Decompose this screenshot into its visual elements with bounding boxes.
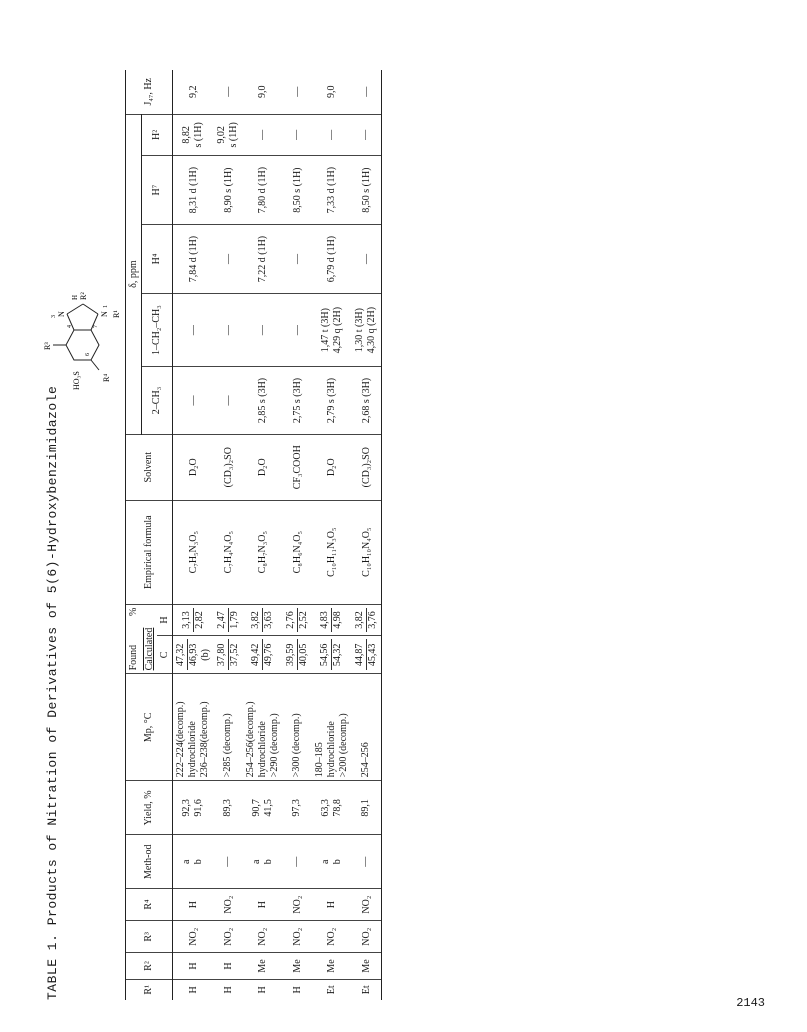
cell-yield-line: 89,1	[360, 799, 371, 817]
label-r1: R¹	[112, 310, 121, 318]
cell-h7: 8,50 s (1H)	[283, 156, 312, 225]
cell-h-line: 2,76	[285, 608, 298, 633]
cell-h-line: 3,63	[263, 611, 274, 629]
cell-ch3: 2,75 s (3H)	[283, 367, 312, 434]
cell-solvent: D₂O	[312, 434, 352, 500]
cell-h2-line: s (1H)	[228, 122, 239, 148]
cell-c-line: 47,32	[175, 639, 188, 670]
cell-mp-line: hydrochloride	[187, 721, 198, 778]
cell-r2: H	[172, 953, 214, 979]
cell-j: 9,2	[172, 70, 214, 114]
label-r4: R⁴	[102, 373, 111, 382]
label-num6: 6	[85, 353, 91, 356]
cell-c-line: 46,93	[187, 643, 199, 667]
header-r4: R⁴	[126, 889, 173, 921]
cell-solvent: CF₃COOH	[283, 434, 312, 500]
cell-ethyl-line: 4,29 q (2H)	[331, 306, 343, 354]
cell-yield	[243, 781, 283, 835]
header-found	[126, 604, 142, 674]
cell-ch3: 2,79 s (3H)	[312, 367, 352, 434]
cell-yield-line: 78,8	[331, 799, 343, 817]
cell-method-line: —	[360, 856, 371, 867]
cell-mp-line: >290 (decomp.)	[268, 713, 280, 778]
page-number: 2143	[736, 996, 765, 1010]
cell-h2	[172, 114, 214, 156]
cell-ethyl: —	[283, 294, 312, 367]
cell-h2	[283, 114, 312, 156]
cell-solvent: D₂O	[172, 434, 214, 500]
cell-mp-line: 254–256(decomp.)	[244, 701, 256, 778]
cell-h2-line: s (1H)	[193, 122, 204, 148]
cell-yield-line: 91,6	[193, 799, 204, 817]
cell-mp-line: >300 (decomp.)	[291, 713, 302, 778]
cell-formula: C₈H₇N₃O₅	[243, 500, 283, 604]
cell-c	[312, 636, 352, 674]
label-h: H	[71, 294, 79, 300]
table-row	[172, 70, 214, 1000]
cell-mp-line: 254–256	[360, 742, 371, 778]
label-num7: 7	[93, 325, 99, 328]
cell-h2	[312, 114, 352, 156]
cell-h2-line: —	[256, 129, 268, 140]
cell-mp	[172, 674, 214, 781]
header-h2: H²	[142, 114, 173, 156]
cell-solvent: D₂O	[243, 434, 283, 500]
cell-method	[312, 835, 352, 889]
cell-h-line: 1,79	[228, 611, 240, 629]
cell-h-line: 3,82	[354, 608, 367, 633]
cell-h2-line: —	[325, 129, 337, 140]
cell-yield-line: 92,3	[181, 799, 192, 817]
header-mp: Mp, °C	[126, 674, 173, 781]
cell-c	[352, 636, 382, 674]
cell-h-line: 4,83	[319, 608, 332, 633]
cell-ethyl: —	[243, 294, 283, 367]
cell-h7: 7,80 d (1H)	[243, 156, 283, 225]
nitration-products-table	[125, 70, 382, 1000]
table-row	[312, 70, 352, 1000]
cell-formula: C₁₀H₁₁N₃O₅	[312, 500, 352, 604]
cell-method-line: b	[331, 859, 343, 865]
cell-formula: C₇H₄N₄O₅	[214, 500, 243, 604]
cell-mp	[352, 674, 382, 781]
cell-c	[243, 636, 283, 674]
table-caption: TABLE 1. Products of Nitration of Derivatives of 5(6)-Hydroxybenzimidazole	[45, 385, 60, 1000]
label-n3: N	[57, 311, 66, 317]
cell-r1: Et	[352, 979, 382, 1000]
cell-h	[172, 604, 214, 636]
cell-h-line: 2,82	[193, 611, 205, 629]
cell-c-line: 54,56	[319, 639, 332, 670]
cell-r3: NO₂	[312, 921, 352, 953]
cell-h7: 7,33 d (1H)	[312, 156, 352, 225]
benzimidazole-structure	[39, 280, 139, 390]
cell-formula: C₈H₆N₄O₅	[283, 500, 312, 604]
cell-ethyl-line: 1,30 t (3H)	[354, 308, 365, 353]
label-n1: N	[100, 311, 109, 317]
cell-j: 9,0	[312, 70, 352, 114]
header-ethyl: 1–CH₂–CH₃	[142, 294, 173, 367]
header-r2: R²	[126, 953, 173, 979]
cell-mp	[283, 674, 312, 781]
cell-mp-line: 222–224(decomp.)	[175, 701, 186, 778]
cell-h7: 8,90 s (1H)	[214, 156, 243, 225]
header-delta: δ, ppm	[126, 114, 142, 434]
cell-yield	[283, 781, 312, 835]
header-h7: H⁷	[142, 156, 173, 225]
cell-c-line: 49,42	[250, 639, 263, 670]
cell-r3: NO₂	[243, 921, 283, 953]
cell-c-line: 40,05	[297, 643, 309, 667]
cell-r1: H	[257, 986, 268, 994]
table-row	[214, 70, 243, 1000]
cell-method-line: a	[181, 859, 192, 864]
cell-r4: H	[172, 889, 214, 921]
cell-h7: 8,50 s (1H)	[352, 156, 382, 225]
cell-r1: H	[291, 986, 303, 994]
header-h: H	[157, 604, 173, 636]
cell-h	[283, 604, 312, 636]
rotated-table-area	[45, 70, 545, 1000]
header-calculated-label: Calculated	[143, 627, 155, 671]
cell-method-line: —	[291, 856, 302, 867]
table-row	[243, 70, 283, 1000]
label-r3: R³	[43, 342, 52, 350]
cell-r4: H	[312, 889, 352, 921]
cell-r2: Me	[312, 953, 352, 979]
cell-c	[172, 636, 214, 674]
cell-yield	[352, 781, 382, 835]
cell-ch3: —	[214, 367, 243, 434]
cell-h2	[214, 114, 243, 156]
cell-ethyl	[312, 294, 352, 367]
cell-ch3: 2,85 s (3H)	[243, 367, 283, 434]
cell-yield	[172, 781, 214, 835]
label-ho3s: HO₃S	[72, 371, 81, 390]
cell-method	[352, 835, 382, 889]
cell-h2-line: —	[360, 129, 371, 140]
cell-yield-line: 89,3	[222, 799, 233, 817]
cell-c-line: 37,52	[228, 643, 240, 667]
cell-yield-line: 90,7	[250, 799, 262, 817]
cell-method-line: a	[250, 859, 262, 864]
header-r3: R³	[126, 921, 173, 953]
header-calculated	[142, 604, 157, 674]
cell-mp-line: hydrochloride	[256, 721, 268, 778]
cell-j: —	[352, 70, 382, 114]
cell-c-line: 37,80	[216, 639, 229, 670]
cell-yield-line: 41,5	[262, 799, 274, 817]
cell-mp	[243, 674, 283, 781]
cell-method-line: —	[222, 856, 233, 867]
cell-c-line: 44,87	[354, 639, 367, 670]
cell-yield	[214, 781, 243, 835]
cell-r3: NO₂	[283, 921, 312, 953]
cell-r4: NO₂	[214, 889, 243, 921]
cell-h4: 6,79 d (1H)	[312, 225, 352, 294]
cell-h2-line: 8,82	[181, 126, 192, 144]
header-j: J₄₇, Hz	[126, 70, 173, 114]
cell-j: —	[214, 70, 243, 114]
cell-yield-line: 97,3	[291, 799, 302, 817]
cell-c	[283, 636, 312, 674]
header-formula: Empirical formula	[126, 500, 173, 604]
cell-r4: NO₂	[283, 889, 312, 921]
cell-h-line: 3,82	[250, 608, 263, 633]
cell-h7: 8,31 d (1H)	[172, 156, 214, 225]
cell-method	[172, 835, 214, 889]
table-row	[283, 70, 312, 1000]
cell-r1: H	[187, 986, 199, 994]
header-solvent: Solvent	[126, 434, 173, 500]
cell-r3: NO₂	[352, 921, 382, 953]
cell-r1: H	[222, 986, 234, 994]
cell-yield-line: 63,3	[319, 799, 331, 817]
cell-c-line: 54,32	[332, 643, 343, 667]
cell-ethyl-line: 4,30 q (2H)	[366, 306, 377, 354]
cell-c-line: 49,76	[263, 643, 274, 667]
cell-mp-line: 236–238(decomp.)	[199, 701, 210, 778]
cell-ethyl-line: 1,47 t (3H)	[319, 308, 331, 353]
cell-h4: —	[283, 225, 312, 294]
cell-ch3: —	[172, 367, 214, 434]
cell-ch3: 2,68 s (3H)	[352, 367, 382, 434]
cell-ethyl: —	[172, 294, 214, 367]
header-found-label: Found	[128, 644, 140, 671]
cell-mp	[214, 674, 243, 781]
cell-h2-line: —	[291, 129, 302, 140]
cell-method-line: a	[319, 859, 331, 864]
cell-h4: —	[352, 225, 382, 294]
cell-h-line: 2,47	[216, 608, 229, 633]
cell-method	[214, 835, 243, 889]
cell-h2	[243, 114, 283, 156]
cell-h2	[352, 114, 382, 156]
cell-r4: H	[243, 889, 283, 921]
cell-h	[352, 604, 382, 636]
header-ch3: 2–CH₃	[142, 367, 173, 434]
cell-ethyl	[352, 294, 382, 367]
header-c: C	[157, 636, 173, 674]
cell-h	[243, 604, 283, 636]
cell-r2: Me	[283, 953, 312, 979]
cell-h-line: 3,76	[366, 611, 378, 629]
cell-r2: H	[214, 953, 243, 979]
label-r2: R²	[79, 292, 88, 300]
cell-r1: Et	[326, 985, 337, 995]
cell-h2-line: 9,02	[216, 126, 227, 144]
cell-mp-line: 180–185	[313, 742, 325, 778]
label-num3: 3	[51, 315, 57, 318]
cell-formula: C₁₀H₁₀N₄O₅	[352, 500, 382, 604]
cell-r2: Me	[352, 953, 382, 979]
cell-method-line: b	[262, 859, 274, 865]
table-row	[352, 70, 382, 1000]
cell-c-line: 39,59	[285, 639, 298, 670]
cell-method-line: b	[193, 859, 204, 865]
cell-method	[243, 835, 283, 889]
cell-mp	[312, 674, 352, 781]
cell-h	[214, 604, 243, 636]
cell-j: 9,0	[243, 70, 283, 114]
cell-mp-line: >285 (decomp.)	[222, 713, 233, 778]
cell-method	[283, 835, 312, 889]
cell-j: —	[283, 70, 312, 114]
cell-formula: C₇H₅N₃O₅	[172, 500, 214, 604]
header-method: Meth-od	[126, 835, 173, 889]
cell-solvent: (CD₃)₂SO	[214, 434, 243, 500]
cell-c	[214, 636, 243, 674]
cell-mp-line: >200 (decomp.)	[337, 713, 349, 778]
cell-c-line: 45,43	[366, 643, 378, 667]
cell-r3: NO₂	[172, 921, 214, 953]
cell-r2: Me	[243, 953, 283, 979]
cell-solvent: (CD₃)₂SO	[352, 434, 382, 500]
cell-h4: 7,22 d (1H)	[243, 225, 283, 294]
header-yield: Yield, %	[126, 781, 173, 835]
header-h4: H⁴	[142, 225, 173, 294]
cell-h	[312, 604, 352, 636]
cell-r4: NO₂	[352, 889, 382, 921]
cell-mp-line: hydrochloride	[325, 721, 337, 778]
cell-r3: NO₂	[214, 921, 243, 953]
cell-h-line: 4,98	[332, 611, 343, 629]
cell-h4: 7,84 d (1H)	[172, 225, 214, 294]
cell-h-line: 3,13	[181, 608, 194, 633]
cell-h4: —	[214, 225, 243, 294]
cell-h-line: 2,52	[297, 611, 309, 629]
label-num1: 1	[103, 305, 109, 308]
cell-c-line: (b)	[199, 649, 211, 661]
cell-yield	[312, 781, 352, 835]
header-r1: R¹	[126, 979, 173, 1000]
label-num4: 4	[67, 325, 73, 328]
header-pct: %	[128, 607, 140, 617]
cell-ethyl: —	[214, 294, 243, 367]
